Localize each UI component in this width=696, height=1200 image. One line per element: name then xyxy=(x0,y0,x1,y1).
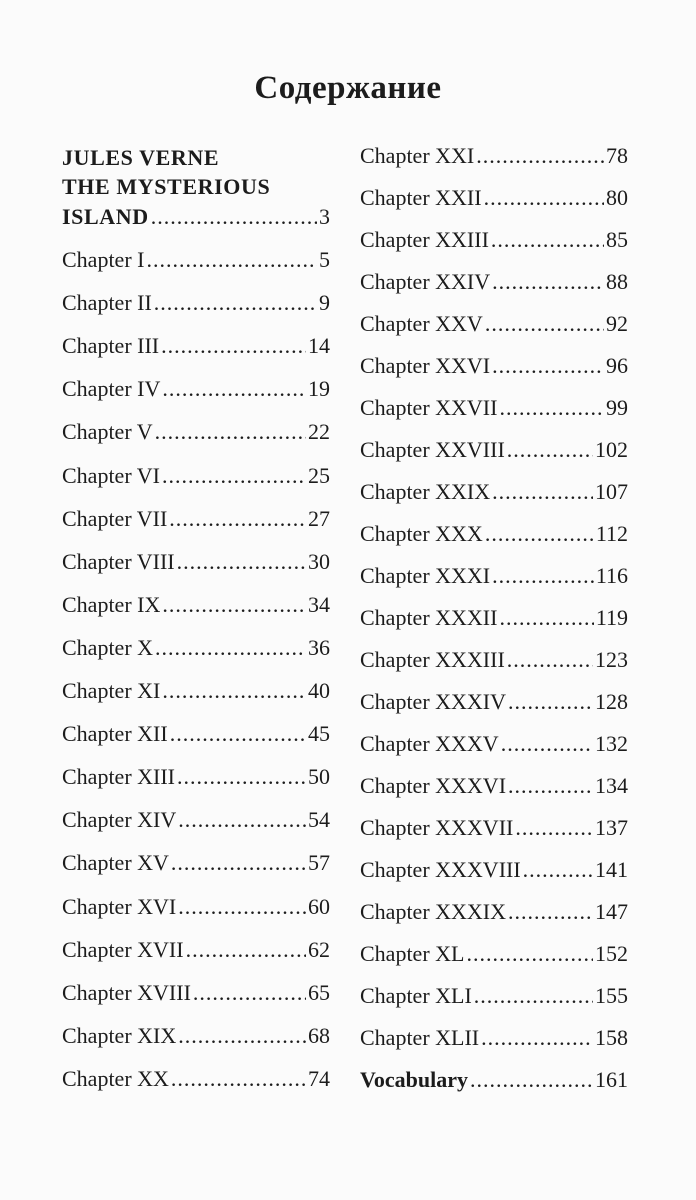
toc-entry[interactable] xyxy=(62,635,330,661)
toc-entry[interactable] xyxy=(62,764,330,790)
toc-entry[interactable] xyxy=(360,689,628,715)
entry-label: Chapter IX xyxy=(62,591,161,617)
entry-label: Chapter I xyxy=(62,247,145,272)
page-number: 68 xyxy=(308,1022,330,1048)
page-number: 88 xyxy=(606,269,628,294)
entry-label: Chapter XL xyxy=(360,941,465,966)
page-number: 19 xyxy=(308,376,330,402)
leader-dots xyxy=(178,807,306,833)
page-number: 137 xyxy=(595,815,628,840)
entry-label: Chapter XXXIII xyxy=(360,647,505,672)
entry-label: Chapter XXV xyxy=(360,311,483,336)
page-number: 25 xyxy=(308,462,330,488)
leader-dots xyxy=(154,290,317,316)
leader-dots xyxy=(170,721,306,747)
entry-label: Chapter XXXI xyxy=(360,563,491,588)
entry-label: Chapter XXIII xyxy=(360,227,489,252)
entry-label: Chapter XXXIV xyxy=(360,689,507,714)
leader-dots xyxy=(508,899,593,925)
page-number: 60 xyxy=(308,893,330,919)
toc-entry[interactable] xyxy=(62,247,330,273)
page-number: 152 xyxy=(595,941,628,966)
leader-dots xyxy=(499,605,593,631)
toc-entry[interactable] xyxy=(62,463,330,489)
leader-dots xyxy=(155,419,306,445)
entry-label: Chapter XXIX xyxy=(360,479,491,504)
entry-label: Chapter XXXVI xyxy=(360,773,507,798)
entry-label: Chapter XLII xyxy=(360,1025,480,1050)
toc-entry[interactable] xyxy=(360,227,628,253)
page-number: 123 xyxy=(595,647,628,672)
entry-label: Chapter XX xyxy=(62,1065,169,1091)
page-number: 80 xyxy=(606,185,628,210)
entry-label: Chapter XXI xyxy=(360,143,475,168)
page-number: 9 xyxy=(319,290,330,316)
entry-label: Chapter X xyxy=(62,634,154,660)
leader-dots xyxy=(193,980,306,1006)
page-number: 107 xyxy=(595,479,628,504)
leader-dots xyxy=(484,185,604,211)
toc-entry[interactable] xyxy=(360,647,628,673)
toc-entry[interactable] xyxy=(62,937,330,963)
leader-dots xyxy=(492,269,604,295)
toc-entry[interactable] xyxy=(360,395,628,421)
leader-dots xyxy=(492,479,593,505)
page-number: 34 xyxy=(308,591,330,617)
leader-dots xyxy=(485,311,604,337)
page-number: 3 xyxy=(319,204,330,229)
toc-entry[interactable] xyxy=(62,419,330,445)
book-title-line: THE MYSTERIOUS xyxy=(62,174,271,199)
page-number: 147 xyxy=(595,899,628,924)
toc-entry[interactable] xyxy=(62,807,330,833)
page-number: 45 xyxy=(308,721,330,747)
leader-dots xyxy=(178,1023,306,1049)
toc-entry[interactable] xyxy=(360,605,628,631)
leader-dots xyxy=(491,227,604,253)
entry-label: Chapter XIX xyxy=(62,1022,177,1048)
page-number: 40 xyxy=(308,678,330,703)
leader-dots xyxy=(501,731,593,757)
toc-entry[interactable] xyxy=(62,376,330,402)
leader-dots xyxy=(481,1025,593,1051)
leader-dots xyxy=(523,857,593,883)
toc-entry[interactable] xyxy=(62,1066,330,1092)
leader-dots xyxy=(508,689,593,715)
page-number: 36 xyxy=(308,634,330,660)
page-number: 128 xyxy=(595,689,628,714)
toc-entry[interactable] xyxy=(360,563,628,589)
toc-entry[interactable] xyxy=(62,980,330,1006)
toc-entry[interactable] xyxy=(62,678,330,704)
page-number: 30 xyxy=(308,548,330,574)
page-number: 116 xyxy=(595,563,628,588)
leader-dots xyxy=(470,1067,593,1093)
entry-label: Chapter XXVI xyxy=(360,353,491,378)
toc-entry[interactable] xyxy=(360,185,628,211)
leader-dots xyxy=(177,549,306,575)
leader-dots xyxy=(169,506,306,532)
entry-label: Chapter VI xyxy=(62,462,160,488)
entry-label: Chapter XXXVIII xyxy=(360,857,521,882)
toc-entry[interactable] xyxy=(62,1023,330,1049)
leader-dots xyxy=(171,1066,306,1092)
entry-label: Chapter XXX xyxy=(360,521,483,546)
entry-label: Chapter XXXIX xyxy=(360,899,507,924)
page-number: 74 xyxy=(308,1065,330,1091)
entry-label: Chapter XI xyxy=(62,678,161,703)
entry-label: Chapter XXII xyxy=(360,185,482,210)
leader-dots xyxy=(466,941,593,967)
book-title-last-line: ISLAND xyxy=(62,204,149,229)
entry-label: Chapter V xyxy=(62,419,153,445)
entry-label: Chapter XV xyxy=(62,850,169,876)
page-number: 57 xyxy=(308,850,330,876)
page-number: 119 xyxy=(595,605,628,630)
toc-entry[interactable] xyxy=(360,143,628,169)
toc-entry[interactable] xyxy=(360,983,628,1009)
page-number: 54 xyxy=(308,807,330,833)
toc-entry[interactable] xyxy=(360,437,628,463)
toc-entry[interactable] xyxy=(62,333,330,359)
toc-entry[interactable] xyxy=(360,1025,628,1051)
entry-label: Chapter XXXII xyxy=(360,605,498,630)
entry-label: Chapter III xyxy=(62,333,160,359)
page-number: 141 xyxy=(595,857,628,882)
page-number: 102 xyxy=(595,437,628,462)
leader-dots xyxy=(507,647,593,673)
entry-label: Chapter VII xyxy=(62,505,168,531)
toc-entry[interactable] xyxy=(360,899,628,925)
page-title: Содержание xyxy=(254,70,442,106)
entry-label: Chapter XIV xyxy=(62,807,177,833)
toc-entry[interactable] xyxy=(360,521,628,547)
entry-label: Chapter XLI xyxy=(360,983,472,1008)
page-number: 78 xyxy=(606,143,628,168)
leader-dots xyxy=(162,376,306,402)
leader-dots xyxy=(162,678,306,704)
toc-entry[interactable] xyxy=(62,290,330,316)
toc-entry[interactable] xyxy=(360,731,628,757)
entry-label: Chapter XXVIII xyxy=(360,437,505,462)
entry-label: Chapter XII xyxy=(62,721,168,747)
leader-dots xyxy=(186,937,306,963)
toc-entry[interactable] xyxy=(62,721,330,747)
toc-entry[interactable] xyxy=(360,773,628,799)
entry-label: Chapter XIII xyxy=(62,764,176,790)
page-number: 134 xyxy=(595,773,628,798)
toc-entry-vocabulary[interactable] xyxy=(360,1067,628,1093)
leader-dots xyxy=(499,395,604,421)
page-number: 14 xyxy=(308,333,330,359)
leader-dots xyxy=(155,635,306,661)
book-title-entry[interactable] xyxy=(62,204,330,230)
toc-entry[interactable] xyxy=(360,269,628,295)
page-number: 132 xyxy=(595,731,628,756)
page-number: 65 xyxy=(308,979,330,1005)
toc-entry[interactable] xyxy=(62,894,330,920)
entry-label: Chapter XVI xyxy=(62,893,177,919)
page-number: 112 xyxy=(595,521,628,546)
leader-dots xyxy=(146,247,317,273)
entry-label: Chapter XVII xyxy=(62,936,184,962)
toc-entry[interactable] xyxy=(62,592,330,618)
leader-dots xyxy=(177,764,306,790)
leader-dots xyxy=(507,437,593,463)
page-number: 96 xyxy=(606,353,628,378)
entry-label: Chapter XXXVII xyxy=(360,815,514,840)
page-number: 99 xyxy=(606,395,628,420)
leader-dots xyxy=(492,563,594,589)
page-number: 62 xyxy=(308,936,330,962)
leader-dots xyxy=(515,815,593,841)
toc-entry[interactable] xyxy=(360,857,628,883)
toc-entry[interactable] xyxy=(360,941,628,967)
page-number: 92 xyxy=(606,311,628,336)
page-number: 27 xyxy=(308,505,330,531)
leader-dots xyxy=(474,983,593,1009)
page-number: 155 xyxy=(595,983,628,1008)
leader-dots xyxy=(476,143,604,169)
page-number: 161 xyxy=(595,1067,628,1092)
leader-dots xyxy=(151,204,317,230)
leader-dots xyxy=(485,521,594,547)
page-number: 158 xyxy=(595,1025,628,1050)
leader-dots xyxy=(162,592,306,618)
toc-entry[interactable] xyxy=(360,311,628,337)
leader-dots xyxy=(508,773,593,799)
entry-label: Vocabulary xyxy=(360,1067,468,1092)
toc-entry[interactable] xyxy=(360,479,628,505)
page-number: 85 xyxy=(606,227,628,252)
leader-dots xyxy=(492,353,604,379)
entry-label: Chapter XVIII xyxy=(62,979,191,1005)
leader-dots xyxy=(162,463,306,489)
entry-label: Chapter XXXV xyxy=(360,731,499,756)
page-number: 22 xyxy=(308,419,330,445)
entry-label: Chapter II xyxy=(62,290,152,316)
toc-entry[interactable] xyxy=(360,815,628,841)
entry-label: Chapter IV xyxy=(62,376,161,402)
page-number: 50 xyxy=(308,764,330,790)
entry-label: Chapter VIII xyxy=(62,548,175,574)
book-author: JULES VERNE xyxy=(62,145,220,170)
leader-dots xyxy=(161,333,306,359)
leader-dots xyxy=(178,894,306,920)
leader-dots xyxy=(171,850,306,876)
page-number: 5 xyxy=(319,247,330,272)
toc-entry[interactable] xyxy=(62,506,330,532)
entry-label: Chapter XXVII xyxy=(360,395,498,420)
toc-entry[interactable] xyxy=(62,850,330,876)
toc-entry[interactable] xyxy=(360,353,628,379)
toc-entry[interactable] xyxy=(62,549,330,575)
entry-label: Chapter XXIV xyxy=(360,269,491,294)
